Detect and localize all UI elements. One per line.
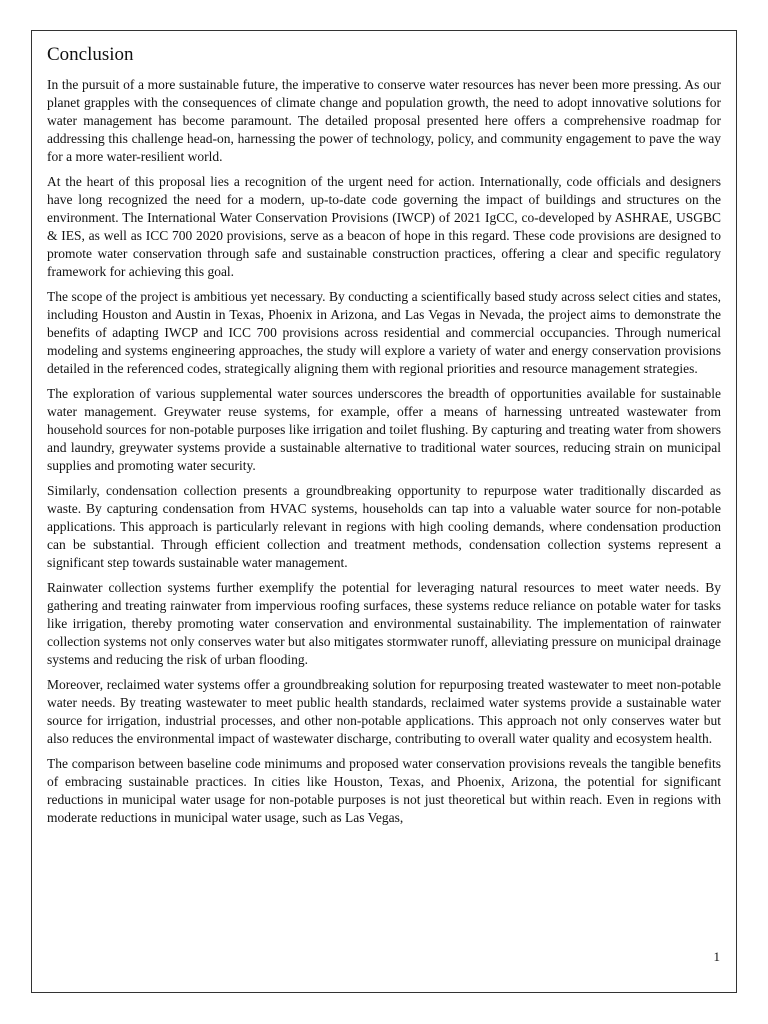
page-frame xyxy=(31,30,737,993)
paragraph-reclaimed: Moreover, reclaimed water systems offer a groundbreaking solution for repurposing treated wastewater to meet non-potable water needs. By treating wastewater to meet public health standards, reclaimed water systems provide a sustainable water source for irrigation, industrial processes, and other non-potable applications. This approach not only conserves water but also reduces the environmental impact of wastewater discharge, contributing to overall water quality and ecosystem health. xyxy=(47,677,721,746)
section-title: Conclusion xyxy=(47,44,134,65)
paragraph-codes: At the heart of this proposal lies a recognition of the urgent need for action. Internationally, code officials and designers have long recognized the need for a modern, up-to-date code governing the impact of buildings and structures on the environment. The International Water Conservation Provisions (IWCP) of 2021 IgCC, co-developed by ASHRAE, USGBC & IES, as well as ICC 700 2020 provisions, serve as a beacon of hope in this regard. These code provisions are designed to promote water conservation through safe and sustainable construction practices, offering a clear and specific regulatory framework for achieving this goal. xyxy=(47,174,721,279)
document-body xyxy=(47,42,721,834)
page-number: 1 xyxy=(713,949,720,964)
paragraph-intro: In the pursuit of a more sustainable future, the imperative to conserve water resources has never been more pressing. As our planet grapples with the consequences of climate change and population growth, the need to adopt innovative solutions for water management has become paramount. The detailed proposal presented here offers a comprehensive roadmap for addressing this challenge head-on, harnessing the power of technology, policy, and community engagement to pave the way for a more water-resilient world. xyxy=(47,77,721,164)
paragraph-rainwater: Rainwater collection systems further exemplify the potential for leveraging natural resources to meet water needs. By gathering and treating rainwater from impervious roofing surfaces, these systems reduce reliance on potable water for tasks like irrigation, thereby promoting water conservation and environmental sustainability. The implementation of rainwater collection systems not only conserves water but also mitigates stormwater runoff, alleviating pressure on municipal drainage systems and reducing the risk of urban flooding. xyxy=(47,580,721,667)
paragraph-comparison: The comparison between baseline code minimums and proposed water conservation provisions reveals the tangible benefits of embracing sustainable practices. In cities like Houston, Texas, and Phoenix, Arizona, the potential for significant reductions in municipal water usage for non-potable purposes is not just theoretical but within reach. Even in regions with moderate reductions in municipal water usage, such as Las Vegas, xyxy=(47,756,721,825)
paragraph-greywater: The exploration of various supplemental water sources underscores the breadth of opportunities available for sustainable water management. Greywater reuse systems, for example, offer a means of harnessing untreated wastewater from household sources for non-potable purposes like irrigation and toilet flushing. By capturing and treating water from showers and laundry, greywater systems provide a sustainable alternative to traditional water sources, reducing strain on municipal supplies and promoting water security. xyxy=(47,386,721,473)
paragraph-scope: The scope of the project is ambitious yet necessary. By conducting a scientifically based study across select cities and states, including Houston and Austin in Texas, Phoenix in Arizona, and Las Vegas in Nevada, the project aims to demonstrate the benefits of adapting IWCP and ICC 700 provisions across residential and commercial occupancies. Through numerical modeling and systems engineering approaches, the study will explore a variety of water and energy conservation provisions detailed in the referenced codes, strategically aligning them with regional priorities and resource management strategies. xyxy=(47,289,721,376)
paragraph-condensation: Similarly, condensation collection presents a groundbreaking opportunity to repurpose water traditionally discarded as waste. By capturing condensation from HVAC systems, households can tap into a valuable water source for non-potable applications. This approach is particularly relevant in regions with high cooling demands, where condensation production can be substantial. Through efficient collection and treatment methods, condensation collection systems represent a significant step towards sustainable water management. xyxy=(47,483,721,570)
